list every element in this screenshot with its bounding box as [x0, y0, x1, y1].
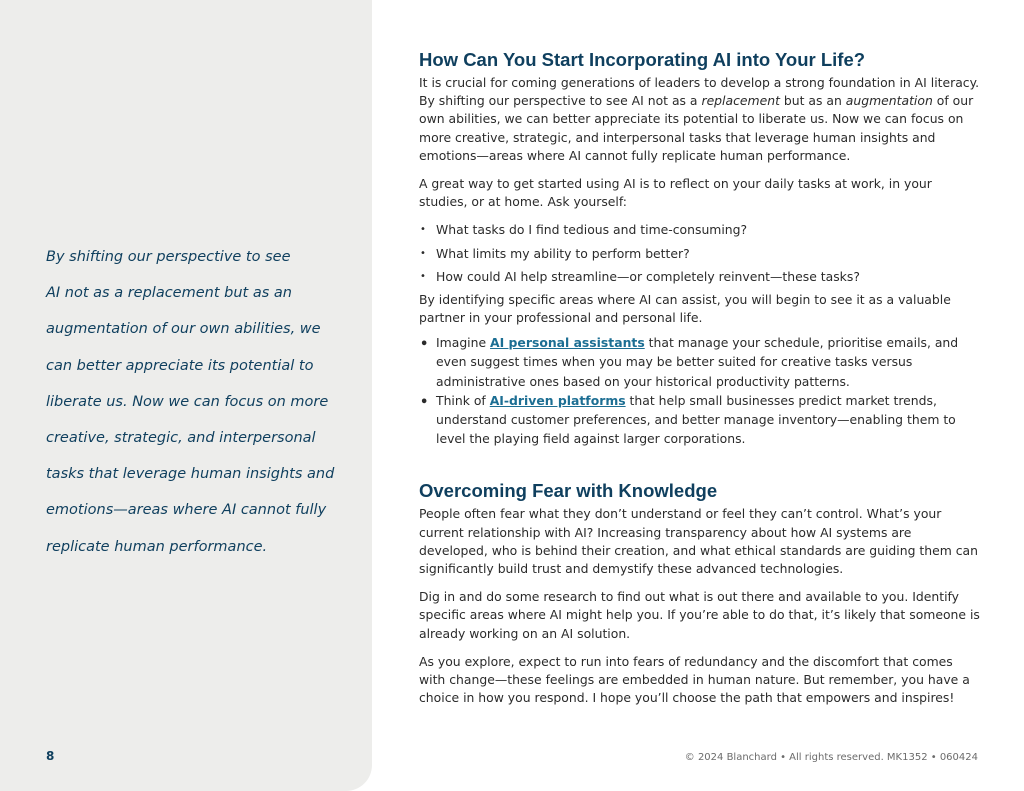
paragraph: As you explore, expect to run into fears of redundancy and the discomfort that comes with change—these feelings are embedded in human nature. But remember, you have a choice in how you respond. I hope you’ll choose the path that empowers and inspires! [419, 653, 970, 706]
bullet-icon: • [420, 224, 426, 236]
emphasis-augmentation: augmentation [845, 93, 933, 109]
pull-quote-line: can better appreciate its potential to [46, 357, 314, 374]
list-item-text: How could AI help streamline—or completely reinvent—these tasks? [436, 268, 860, 284]
text-run: Imagine [436, 335, 491, 351]
sidebar-panel [0, 0, 372, 791]
paragraph: A great way to get started using AI is to reflect on your daily tasks at work, in your studies, or at home. Ask yourself: [419, 176, 932, 210]
ai-driven-platforms-link[interactable]: AI-driven platforms [489, 392, 626, 408]
pull-quote-line: AI not as a replacement but as an [46, 285, 292, 302]
paragraph: By identifying specific areas where AI can assist, you will begin to see it as a valuable partner in your professional and personal life. [419, 291, 951, 326]
text-run: that help small businesses predict market trends, understand customer preferences, and better manage inventory—enabling them to level the playing field against larger corporations. [436, 392, 956, 447]
copyright-notice: © 2024 Blanchard • All rights reserved. MK1352 • 060424 [684, 752, 978, 763]
bullet-icon: • [420, 247, 426, 259]
pull-quote-line: liberate us. Now we can focus on more [46, 393, 329, 410]
paragraph: People often fear what they don’t understand or feel they can’t control. What’s your current relationship with AI? Increasing transparency about how AI systems are developed, who is behind their creation, and what ethical standards are guiding them can significantly build trust and demystify these advanced technologies. [419, 506, 978, 577]
bullet-icon: • [420, 337, 429, 353]
paragraph: Dig in and do some research to find out what is out there and available to you. Identify specific areas where AI might help you. If you’re able to do that, it’s likely that someone is already working on an AI solution. [419, 589, 980, 641]
pull-quote-line: augmentation of our own abilities, we [46, 321, 321, 338]
list-item-text: What limits my ability to perform better? [436, 245, 690, 261]
pull-quote-line: creative, strategic, and interpersonal [46, 430, 316, 447]
text-run: It is crucial for coming generations of leaders to develop a strong foundation in AI literacy. By shifting our perspective to see AI not as a [419, 75, 980, 109]
list-item [419, 333, 981, 391]
list-item [419, 245, 981, 263]
text-run: Think of [436, 392, 490, 408]
section-heading: How Can You Start Incorporating AI into Your Life? [419, 49, 866, 70]
pull-quote-line: replicate human performance. [46, 538, 268, 555]
list-item [419, 221, 981, 239]
main-content [419, 48, 981, 707]
text-run: but as an [779, 93, 846, 109]
list-item [419, 268, 981, 286]
pull-quote-line: tasks that leverage human insights and [46, 466, 335, 483]
bullet-icon: • [420, 270, 426, 282]
list-item [419, 391, 981, 449]
emphasis-replacement: replacement [701, 93, 780, 109]
text-run: of our own abilities, we can better appreciate its potential to liberate us. Now we can focus on more creative, strategic, and interpersonal tasks that leverage human insights and emotions—areas where AI cannot fully replicate human performance. [419, 93, 974, 163]
pull-quote [46, 239, 346, 565]
example-list [419, 333, 981, 448]
pull-quote-line: By shifting our perspective to see [46, 249, 291, 265]
pull-quote-line: emotions—areas where AI cannot fully [46, 502, 327, 519]
intro-paragraph [419, 74, 981, 165]
bullet-icon: • [420, 394, 429, 410]
question-list [419, 221, 981, 285]
ai-personal-assistants-link[interactable]: AI personal assistants [490, 335, 645, 351]
section-heading: Overcoming Fear with Knowledge [419, 480, 718, 502]
page-number: 8 [46, 749, 55, 763]
list-item-text: What tasks do I find tedious and time-consuming? [436, 222, 748, 238]
text-run: that manage your schedule, prioritise emails, and even suggest times when you may be better suited for creative tasks versus administrative ones based on your historical productivity patterns. [436, 335, 959, 389]
